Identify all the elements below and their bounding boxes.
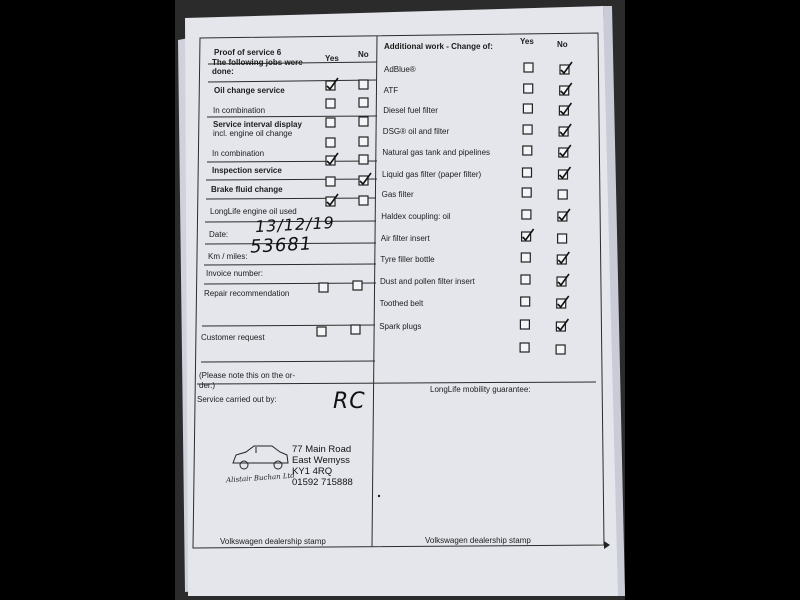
right-item-7-yes-checkbox[interactable] [522,210,531,219]
stamp-address-line2: East Wemyss [292,455,350,466]
row-service-interval-label: Service interval display [213,120,302,129]
left-row-3-no-checkbox[interactable] [359,137,368,146]
left-row-2-yes-checkbox[interactable] [326,118,335,127]
repair-yes-checkbox[interactable] [319,283,328,292]
left-row-1-no-checkbox[interactable] [359,98,368,107]
km-handwritten: 53681 [249,233,313,258]
right-item-6-no-checkbox[interactable] [558,190,567,199]
right-item-13-yes-checkbox[interactable] [520,343,529,352]
jobs-done-heading: The following jobs were done: [212,58,303,76]
left-yes-header: Yes [325,54,339,63]
right-item-2-label: Diesel fuel filter [383,106,438,115]
invoice-number-label: Invoice number: [206,269,263,278]
left-row-5-yes-checkbox[interactable] [326,177,335,186]
row-service-interval-sub: incl. engine oil change [213,129,293,138]
right-item-11-label: Toothed belt [379,299,424,308]
date-handwritten: 13/12/19 [254,212,336,237]
right-item-2-yes-checkbox[interactable] [523,104,532,113]
right-item-5-label: Liquid gas filter (paper filter) [382,170,482,179]
right-item-9-yes-checkbox[interactable] [521,253,530,262]
repair-recommendation-label: Repair recommendation [204,289,290,298]
right-item-8-label: Air filter insert [380,234,430,243]
row-in-combination-label: In combination [213,106,266,115]
stamp-phone: 01592 715888 [292,477,353,488]
right-item-12-label: Spark plugs [379,322,422,331]
left-row-6-no-checkbox[interactable] [359,196,368,205]
customer-yes-checkbox[interactable] [317,327,326,336]
row-brake-fluid-label: Brake fluid change [211,185,283,194]
right-item-0-yes-checkbox[interactable] [524,63,533,72]
left-no-header: No [358,50,369,59]
right-item-7-label: Haldex coupling: oil [381,212,451,221]
right-item-8-no-checkbox[interactable] [558,234,567,243]
note-line-2: der.) [199,381,216,390]
left-row-2-no-checkbox[interactable] [359,117,368,126]
customer-no-checkbox[interactable] [351,325,360,334]
right-item-4-yes-checkbox[interactable] [523,146,532,155]
km-miles-label: Km / miles: [208,252,248,261]
right-item-13-no-checkbox[interactable] [556,345,565,354]
right-item-0-label: AdBlue® [384,65,416,74]
right-item-12-yes-checkbox[interactable] [520,320,529,329]
right-item-6-label: Gas filter [381,190,414,199]
right-item-1-yes-checkbox[interactable] [524,84,533,93]
left-row-0-no-checkbox[interactable] [359,80,368,89]
right-item-10-yes-checkbox[interactable] [521,275,530,284]
row-oil-change-label: Oil change service [214,86,285,95]
stamp-signature: Alistair Buchan Ltd [225,471,296,485]
date-label: Date: [209,230,229,239]
mobility-guarantee-label: LongLife mobility guarantee: [430,385,531,394]
right-item-1-label: ATF [383,86,399,95]
repair-no-checkbox[interactable] [353,281,362,290]
left-row-3-yes-checkbox[interactable] [326,138,335,147]
right-yes-header: Yes [520,37,534,46]
stamp-address-line1: 77 Main Road [292,444,352,455]
right-item-11-yes-checkbox[interactable] [521,297,530,306]
note-line-1: (Please note this on the or- [199,371,296,380]
right-item-3-yes-checkbox[interactable] [523,125,532,134]
technician-initials: RC [333,389,366,414]
dealership-stamp-label-left: Volkswagen dealership stamp [220,537,326,546]
row-inspection-label: Inspection service [212,166,282,175]
row-longlife-oil-label: LongLife engine oil used [210,207,297,216]
service-carried-label: Service carried out by: [197,395,277,404]
right-item-5-yes-checkbox[interactable] [523,168,532,177]
right-item-3-label: DSG® oil and filter [382,127,450,136]
right-item-6-yes-checkbox[interactable] [522,188,531,197]
left-row-4-no-checkbox[interactable] [359,155,368,164]
dealership-stamp-label-right: Volkswagen dealership stamp [425,536,531,545]
right-item-10-label: Dust and pollen filter insert [380,277,475,286]
stamp-postcode: KY1 4RQ [292,466,333,477]
customer-request-label: Customer request [201,333,265,342]
right-item-4-label: Natural gas tank and pipelines [382,148,491,157]
left-row-1-yes-checkbox[interactable] [326,99,335,108]
additional-work-heading: Additional work - Change of: [384,42,493,51]
row-in-combination-2-label: In combination [212,149,265,158]
right-item-9-label: Tyre filler bottle [380,255,435,264]
right-no-header: No [557,40,568,49]
proof-of-service-heading: Proof of service 6 [214,48,282,57]
